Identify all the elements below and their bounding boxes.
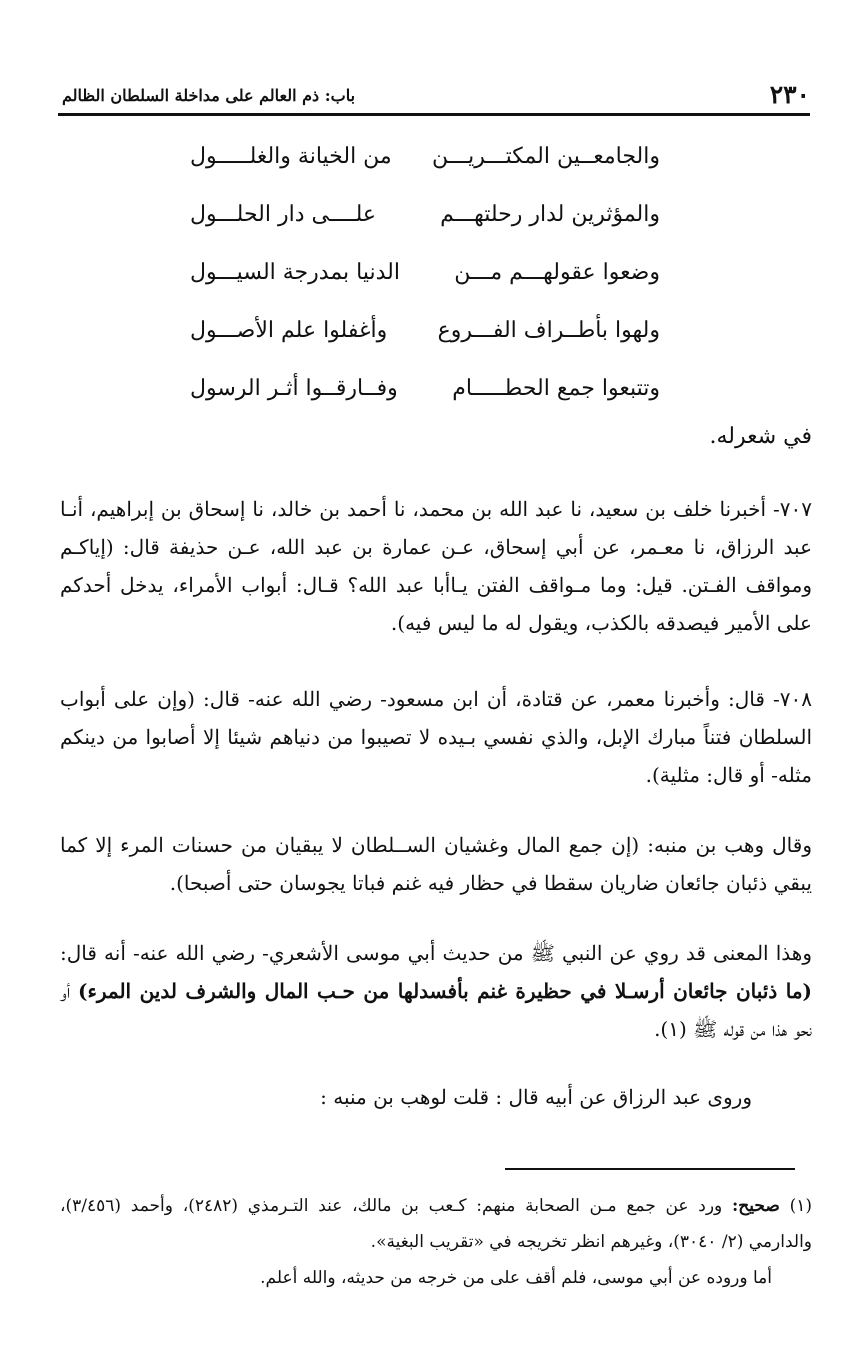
footnote-label: صحيح: bbox=[732, 1196, 780, 1216]
poem-verse bbox=[190, 256, 660, 314]
footnote-continuation: أما وروده عن أبي موسى، فلم أقف على من خرجه من حديثه، والله أعلم. bbox=[260, 1268, 772, 1288]
page-header bbox=[58, 80, 810, 114]
verse-first-hemistich: والمؤثرين لدار رحلتهـــم bbox=[440, 202, 660, 227]
footnote-rule bbox=[505, 1168, 795, 1170]
verse-second-hemistich: علــــى دار الحلـــول bbox=[190, 202, 377, 227]
header-rule bbox=[58, 113, 810, 116]
page-number: ٢٣٠ bbox=[769, 80, 810, 109]
poem-verse bbox=[190, 314, 660, 372]
meaning-lead: وهذا المعنى قد روي عن النبي ﷺ من حديث أبي موسى الأشعري- رضي الله عنه- أنه قال: bbox=[60, 941, 812, 965]
verse-first-hemistich: وضعوا عقولهـــم مـــن bbox=[454, 260, 660, 285]
verse-first-hemistich: والجامعــين المكتـــريـــن bbox=[431, 144, 660, 169]
footnote-text: ورد عن جمع مـن الصحابة منهم: كـعب بن مالك، عند التـرمذي (٢٤٨٢)، وأحمد (٣/٤٥٦)، والدارمي (٢/ ٣٠٤٠)، وغيرهم انظر تخريجه في «تقريب البغية». bbox=[60, 1196, 812, 1252]
meaning-hadith-bold: (ما ذئبان جائعان أرسـلا في حظيرة غنم بأفسدلها من حـب المال والشرف لدين المرء) bbox=[78, 979, 813, 1003]
hadith-707: ٧٠٧- أخبرنا خلف بن سعيد، نا عبد الله بن محمد، نا أحمد بن خالد، نا إسحاق بن إبراهيم، أنـا عبد الرزاق، نا معـمر، عن أبي إسحاق، عـن عمارة بن عبد الله، عـن حذيفة قال: (إياكـم ومواقف الفـتن. قيل: وما مـواقف الفتن يـاأبا عبد الله؟ قـال: أبواب الأمراء، يدخل أحدكم على الأمير فيصدقه بالكذب، ويقول له ما ليس فيه). bbox=[60, 497, 812, 635]
footnote-marker: (١) bbox=[789, 1196, 812, 1216]
footnote-1 bbox=[60, 1188, 812, 1260]
verse-second-hemistich: من الخيانة والغلـــــول bbox=[190, 144, 392, 169]
poem bbox=[190, 140, 660, 430]
verse-first-hemistich: وتتبعوا جمع الحطـــــام bbox=[452, 376, 660, 401]
last-line: وروى عبد الرزاق عن أبيه قال : قلت لوهب بن منبه : bbox=[320, 1085, 752, 1109]
verse-first-hemistich: ولهوا بأطــراف الفـــروع bbox=[437, 318, 660, 343]
hadith-708: ٧٠٨- قال: وأخبرنا معمر، عن قتادة، أن ابن مسعود- رضي الله عنه- قال: (وإن على أبواب السلطان فتناً مبارك الإبل، والذي نفسي بـيده لا تصيبوا من دنياهم شيئا إلا أصابوا من دينكم مثله- أو قال: مثلية). bbox=[60, 687, 812, 787]
poem-verse bbox=[190, 198, 660, 256]
meaning-tail: أو نحو هذا من قوله ﷺ (١). bbox=[60, 979, 812, 1041]
meaning-paragraph bbox=[60, 934, 812, 1048]
after-poem-line: في شعرله. bbox=[709, 424, 812, 449]
verse-second-hemistich: الدنيا بمدرجة السيـــول bbox=[190, 260, 400, 285]
verse-second-hemistich: وأغفلوا علم الأصـــول bbox=[190, 318, 388, 343]
wahb-quote: وقال وهب بن منبه: (إن جمع المال وغشيان الســلطان لا يبقيان من حسنات المرء إلا كما يبقي ذئبان جائعان ضاريان سقطا في حظار فيه غنم فباتا يجوسان حتى أصبحا). bbox=[60, 833, 812, 895]
running-title: باب: ذم العالم على مداخلة السلطان الظالم bbox=[62, 86, 356, 105]
footnotes bbox=[60, 1188, 812, 1296]
verse-second-hemistich: وفــارقــوا أثـر الرسول bbox=[190, 376, 398, 401]
poem-verse bbox=[190, 140, 660, 198]
